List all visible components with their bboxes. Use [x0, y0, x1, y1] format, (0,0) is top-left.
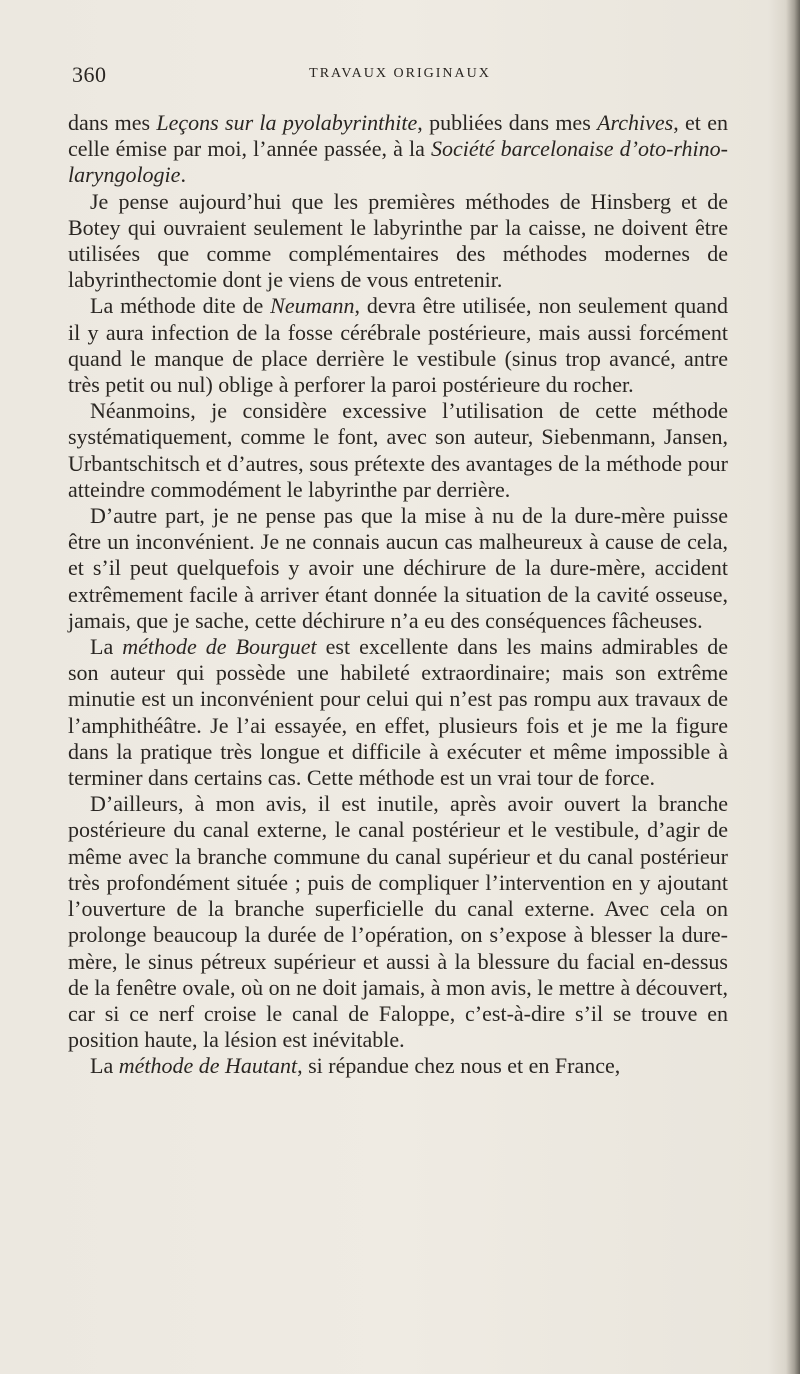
- paragraph-5: D’autre part, je ne pense pas que la mise à nu de la dure-mère puisse être un inconvénient. Je ne connais aucun cas malheureux à cause de cela, et s’il peut quelquefois y avoir une déchirure de la dure-mère, accident extrêmement facile à arriver étant donnée la situation de la cavité osseuse, jamais, que je sache, cette déchirure n’a eu des conséquences fâcheuses.: [68, 503, 728, 633]
- text-run: , publiées dans mes: [417, 110, 598, 135]
- text-run: est excellente dans les mains admirables de son auteur qui possède une habileté extraordinaire; mais son extrême minutie est un inconvénient pour celui qui n’est pas rompu aux travaux de l’amphithéâtre. Je l’ai essayée, en effet, plusieurs fois et je me la figure dans la pratique très longue et difficile à exécuter et même impossible à terminer dans certains cas. Cette méthode est un vrai tour de force.: [68, 634, 729, 791]
- italic-society-name: Société barcelonaise d’oto-rhino-laryngologie: [68, 136, 728, 188]
- text-run: La: [90, 1053, 119, 1079]
- italic-method-bourguet: méthode de Bourguet: [122, 634, 317, 660]
- paragraph-6: [68, 634, 728, 791]
- text-run: La méthode dite de: [90, 293, 271, 319]
- text-run: , et en celle émise par moi, l’année passée, à la: [68, 110, 728, 162]
- paragraph-8: [68, 1053, 728, 1079]
- italic-author-neumann: Neumann: [270, 293, 355, 319]
- text-run: .: [180, 162, 186, 188]
- paragraph-7: D’ailleurs, à mon avis, il est inutile, après avoir ouvert la branche postérieure du canal externe, le canal postérieur et le vestibule, d’agir de même avec la branche commune du canal supérieur et du canal postérieur très profondément située ; puis de compliquer l’intervention en y ajoutant l’ouverture de la branche superficielle du canal externe. Avec cela on prolonge beaucoup la durée de l’opération, on s’expose à blesser la dure-mère, le sinus pétreux supérieur et aussi à la blessure du facial en-dessus de la fenêtre ovale, où on ne doit jamais, à mon avis, le mettre à découvert, car si ce nerf croise le canal de Faloppe, c’est-à-dire s’il se trouve en position haute, la lésion est inévitable.: [68, 791, 728, 1053]
- paragraph-2: Je pense aujourd’hui que les premières méthodes de Hinsberg et de Botey qui ouvraient seulement le labyrinthe par la caisse, ne doivent être utilisées que comme complémentaires des méthodes modernes de labyrinthectomie dont je viens de vous entretenir.: [68, 188, 728, 293]
- running-head: [72, 62, 728, 90]
- text-run: La: [90, 634, 123, 660]
- paragraph-1: [68, 110, 728, 189]
- text-run: , devra être utilisée, non seulement quand il y aura infection de la fosse cérébrale postérieure, mais aussi forcément quand le manque de place derrière le vestibule (sinus trop avancé, antre très petit ou nul) oblige à perforer la paroi postérieure du rocher.: [68, 293, 728, 398]
- text-run: dans mes: [68, 110, 157, 135]
- paragraph-3: [68, 293, 728, 398]
- italic-title-lecons: Leçons sur la pyolabyrinthite: [156, 110, 418, 135]
- italic-method-hautant: méthode de Hautant: [118, 1053, 298, 1079]
- paragraph-4: Néanmoins, je considère excessive l’utilisation de cette méthode systématiquement, comme le font, avec son auteur, Siebenmann, Jansen, Urbantschitsch et d’autres, sous prétexte des avantages de la méthode pour atteindre commodément le labyrinthe par derrière.: [68, 398, 728, 502]
- running-title: TRAVAUX ORIGINAUX: [309, 66, 491, 81]
- body-text: [68, 110, 728, 1080]
- page-number: 360: [72, 62, 107, 87]
- page-edge-shadow: [786, 0, 800, 1374]
- italic-title-archives: Archives: [597, 110, 674, 135]
- text-run: , si répandue chez nous et en France,: [297, 1053, 621, 1079]
